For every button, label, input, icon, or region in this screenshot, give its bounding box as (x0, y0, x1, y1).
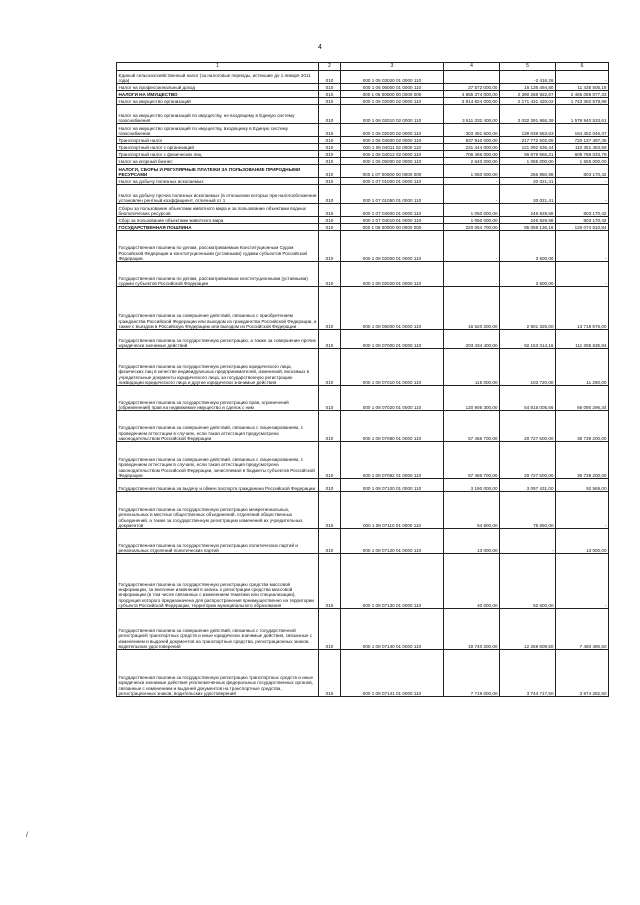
row-executed: 3 097 431,00 (500, 479, 556, 492)
row-name: Налог на имущество организаций по имуществу, не входящему в Единую систему газоснабжения (117, 105, 319, 124)
row-executed: 20 021,41 (500, 185, 556, 204)
table-row (117, 262, 609, 287)
table-row (117, 91, 609, 98)
row-kbk: 000 1 06 02010 02 0000 110 (341, 105, 444, 124)
row-name: Сборы за пользование объектами животного мира и за пользование объектами водных биологических ресурсов (117, 204, 319, 217)
row-kbk: 000 1 08 07100 01 0000 110 (341, 479, 444, 492)
row-kbk: 000 1 08 07110 01 0000 110 (341, 492, 444, 529)
row-code: 010 (319, 158, 341, 165)
row-kbk: 000 1 06 02020 02 0000 110 (341, 124, 444, 137)
row-code: 010 (319, 386, 341, 411)
row-executed: 3 744 717,50 (500, 650, 556, 697)
row-executed: 3 500,00 (500, 231, 556, 262)
row-kbk: 000 1 06 04012 02 0000 110 (341, 151, 444, 158)
row-name: Налог на добычу полезных ископаемых (117, 178, 319, 185)
row-approved: 220 054 700,00 (444, 224, 500, 231)
table-row (117, 158, 609, 165)
row-approved: - (444, 178, 500, 185)
row-remaining: 92 569,00 (556, 479, 609, 492)
row-executed: 95 058 136,16 (500, 224, 556, 231)
row-remaining: - (556, 185, 609, 204)
row-code: 010 (319, 529, 341, 554)
column-header: 3 (341, 63, 444, 71)
row-executed: 20 021,41 (500, 178, 556, 185)
table-row (117, 151, 609, 158)
row-name: Государственная пошлина по делам, рассматриваемым Конституционным Судом Российской Федерации и конституционными (уставными) судами субъектов Российской Федерации (117, 231, 319, 262)
row-remaining: 13 718 975,00 (556, 287, 609, 330)
column-header: 2 (319, 63, 341, 71)
row-name: Государственная пошлина за государственную регистрацию юридического лица, физических лиц в качестве индивидуальных предпринимателей, изменений, вносимых в учредительные документы юридического лица, за государственную регистрацию ликвидации юридического лица и другие юридически значимые действия (117, 349, 319, 386)
row-code: 010 (319, 178, 341, 185)
row-approved: 16 620 300,00 (444, 287, 500, 330)
row-name: Налог на профессиональный доход (117, 84, 319, 91)
row-executed: - (500, 529, 556, 554)
row-executed: 20 727 500,00 (500, 411, 556, 442)
row-kbk: 000 1 05 03020 01 0000 110 (341, 71, 444, 84)
table-row (117, 231, 609, 262)
row-approved: 1 050 000,00 (444, 204, 500, 217)
page-number: 4 (318, 44, 322, 51)
row-kbk: 000 1 06 00000 00 0000 000 (341, 91, 444, 98)
row-remaining: 125 074 610,84 (556, 224, 609, 231)
row-name: Государственная пошлина по делам, рассматриваемым конституционными (уставными) судами субъектов Российской Федерации (117, 262, 319, 287)
row-kbk: 000 1 05 06000 01 0000 110 (341, 84, 444, 91)
row-approved: 937 910 000,00 (444, 137, 500, 144)
column-header: 1 (117, 63, 319, 71)
row-code: 010 (319, 650, 341, 697)
table-row (117, 185, 609, 204)
row-name: Государственная пошлина за государственную регистрацию политических партий и региональных отделений политических партий (117, 529, 319, 554)
row-name: Государственная пошлина за государственную регистрацию транспортных средств и иные юридически значимые действия уполномоченных федеральных государственных органов, связанные с изменением и выдачей документов на транспортные средства, регистрационных знаков, водительских удостоверений (117, 650, 319, 697)
row-executed: 3 500,00 (500, 262, 556, 287)
row-code: 010 (319, 84, 341, 91)
row-name: Налог на имущество организаций (117, 98, 319, 105)
table-row (117, 287, 609, 330)
row-approved: 115 000,00 (444, 349, 500, 386)
row-kbk: 000 1 06 05000 02 0000 110 (341, 158, 444, 165)
row-code: 010 (319, 411, 341, 442)
row-executed: 12 259 809,50 (500, 609, 556, 650)
row-kbk: 000 1 08 02000 01 0000 110 (341, 231, 444, 262)
table-row (117, 330, 609, 349)
row-approved: 27 572 000,00 (444, 84, 500, 91)
row-code: 010 (319, 224, 341, 231)
column-header: 6 (556, 63, 609, 71)
row-name: НАЛОГИ НА ИМУЩЕСТВО (117, 91, 319, 98)
table-row (117, 71, 609, 84)
table-row (117, 178, 609, 185)
table-row (117, 411, 609, 442)
row-name: Государственная пошлина за совершение действий, связанных с лицензированием, с проведением аттестации в случаях, если такая аттестация предусмотрена законодательством Российской Федерации (117, 411, 319, 442)
row-executed: 2 390 288 922,67 (500, 91, 556, 98)
row-kbk: 000 1 08 07010 01 0000 110 (341, 349, 444, 386)
row-approved: 706 466 000,00 (444, 151, 500, 158)
row-code: 010 (319, 124, 341, 137)
row-approved: 120 905 300,00 (444, 386, 500, 411)
table-row (117, 554, 609, 609)
row-approved: 203 434 400,00 (444, 330, 500, 349)
budget-report-table (116, 62, 609, 697)
row-remaining: - (556, 231, 609, 262)
row-name: Государственная пошлина за государственную регистрацию прав, ограничений (обременений) прав на недвижимое имущество и сделок с ним (117, 386, 319, 411)
row-approved (444, 71, 500, 84)
row-approved: 54 800,00 (444, 492, 500, 529)
row-remaining: - (556, 178, 609, 185)
stray-mark: / (26, 832, 28, 839)
row-kbk: 000 1 08 07130 01 0000 110 (341, 554, 444, 609)
row-approved: 1 050 000,00 (444, 165, 500, 178)
row-executed: 217 772 502,65 (500, 137, 556, 144)
row-remaining: 164 452 046,37 (556, 124, 609, 137)
row-approved: 57 466 700,00 (444, 411, 500, 442)
table-row (117, 165, 609, 178)
row-executed: 121 092 536,44 (500, 144, 556, 151)
row-code: 010 (319, 442, 341, 479)
row-name: Государственная пошлина за совершение действий, связанных с государственной регистрацией транспортных средств и иные юридически значимые действия, связанные с изменением и выдачей документов на транспортные средства, регистрационных знаков, водительских удостоверений (117, 609, 319, 650)
row-code: 010 (319, 105, 341, 124)
row-remaining: 2 465 085 077,33 (556, 91, 609, 98)
row-executed: 20 727 500,00 (500, 442, 556, 479)
row-remaining: 13 000,00 (556, 529, 609, 554)
row-executed: 2 901 325,00 (500, 287, 556, 330)
row-remaining: 609 786 033,79 (556, 151, 609, 158)
row-kbk: 000 1 08 07080 01 0000 110 (341, 411, 444, 442)
row-name: Налог на игорный бизнес (117, 158, 319, 165)
row-kbk: 000 1 06 04011 02 0000 110 (341, 144, 444, 151)
row-kbk: 000 1 07 04010 01 0000 110 (341, 217, 444, 224)
table-row (117, 224, 609, 231)
row-name: Единый сельскохозяйственный налог (за налоговые периоды, истекшие до 1 января 2011 года) (117, 71, 319, 84)
row-remaining: 803 170,42 (556, 165, 609, 178)
row-name: Государственная пошлина за совершение действий, связанных с приобретением гражданства Российской Федерации или выходом из гражданства Российской Федерации, а также с въездом в Российскую Федерацию или выездом из Российской Федерации (117, 287, 319, 330)
row-kbk: 000 1 08 07140 01 0000 110 (341, 609, 444, 650)
row-approved: 231 444 000,00 (444, 144, 500, 151)
row-name: НАЛОГИ, СБОРЫ И РЕГУЛЯРНЫЕ ПЛАТЕЖИ ЗА ПОЛЬЗОВАНИЕ ПРИРОДНЫМИ РЕСУРСАМИ (117, 165, 319, 178)
row-name: Государственная пошлина за государственную регистрацию средства массовой информации, за внесение изменений в запись о регистрации средства массовой информации (в том числе связанных с изменением тематики или специализации), продукция которого предназначена для распространения преимущественно на территории субъекта Российской Федерации, территории муниципального образования (117, 554, 319, 609)
row-kbk: 000 1 08 02020 01 0000 110 (341, 262, 444, 287)
row-executed: 2 032 391 866,39 (500, 105, 556, 124)
row-kbk: 000 1 08 07141 01 0000 110 (341, 650, 444, 697)
row-executed: 2 171 431 420,02 (500, 98, 556, 105)
table-row (117, 204, 609, 217)
row-executed: 16 136 494,80 (500, 84, 556, 91)
table-row (117, 98, 609, 105)
row-remaining: - (556, 71, 609, 84)
row-remaining: 111 355 635,84 (556, 330, 609, 349)
row-code: 010 (319, 185, 341, 204)
row-code: 010 (319, 204, 341, 217)
row-kbk: 000 1 07 01000 01 0000 110 (341, 178, 444, 185)
row-approved: 13 000,00 (444, 529, 500, 554)
table-row (117, 144, 609, 151)
row-code: 010 (319, 554, 341, 609)
row-kbk: 000 1 06 04000 02 0000 110 (341, 137, 444, 144)
table-body (117, 71, 609, 697)
row-executed: 92 153 314,16 (500, 330, 556, 349)
row-approved: 4 855 374 000,00 (444, 91, 500, 98)
table-row (117, 137, 609, 144)
row-code: 010 (319, 144, 341, 151)
row-approved: 3 611 332 400,00 (444, 105, 500, 124)
row-remaining: 1 743 392 579,98 (556, 98, 609, 105)
row-remaining: - (556, 554, 609, 609)
table-row (117, 529, 609, 554)
row-name: Налог на добычу прочих полезных ископаемых (в отношении которых при налогообложении установлен рентный коэффициент, отличный от 1 (117, 185, 319, 204)
row-name: ГОСУДАРСТВЕННАЯ ПОШЛИНА (117, 224, 319, 231)
row-code: 010 (319, 165, 341, 178)
table-row (117, 217, 609, 224)
row-approved: - (444, 185, 500, 204)
row-approved: 303 491 600,00 (444, 124, 500, 137)
row-code: 010 (319, 262, 341, 287)
column-header: 5 (500, 63, 556, 71)
row-name: Транспортный налог с физических лиц (117, 151, 319, 158)
row-kbk: 000 1 08 07082 01 0000 110 (341, 442, 444, 479)
row-executed: 1 085 000,00 (500, 158, 556, 165)
row-approved: 57 466 700,00 (444, 442, 500, 479)
row-remaining: 36 739 200,00 (556, 442, 609, 479)
row-remaining: 36 739 200,00 (556, 411, 609, 442)
row-name: Государственная пошлина за совершение действий, связанных с лицензированием, с проведением аттестации в случаях, если такая аттестация предусмотрена законодательством Российской Федерации, зачисляемая в бюджеты субъектов Российской Федерации (117, 442, 319, 479)
row-name: Транспортный налог (117, 137, 319, 144)
row-approved: - (444, 262, 500, 287)
row-name: Государственная пошлина за государственную регистрацию, а также за совершение прочих юридически значимых действий (117, 330, 319, 349)
table-row (117, 650, 609, 697)
row-executed: 266 850,98 (500, 165, 556, 178)
row-executed: 139 039 553,63 (500, 124, 556, 137)
row-code: 010 (319, 479, 341, 492)
table-row (117, 492, 609, 529)
row-code: 010 (319, 151, 341, 158)
row-name: Сбор за пользование объектами животного мира (117, 217, 319, 224)
row-executed: 75 650,00 (500, 492, 556, 529)
row-name: Государственная пошлина за выдачу и обмен паспорта гражданина Российской Федерации (117, 479, 319, 492)
row-kbk: 000 1 07 04000 01 0000 110 (341, 204, 444, 217)
row-remaining: 3 974 282,50 (556, 650, 609, 697)
row-remaining: 7 480 490,50 (556, 609, 609, 650)
row-executed: 54 815 005,66 (500, 386, 556, 411)
row-approved: 3 190 000,00 (444, 479, 500, 492)
row-code: 010 (319, 91, 341, 98)
row-code: 010 (319, 349, 341, 386)
row-kbk: 000 1 08 07020 01 0000 110 (341, 386, 444, 411)
row-remaining: 803 170,42 (556, 204, 609, 217)
row-kbk: 000 1 08 07000 01 0000 110 (341, 330, 444, 349)
row-code: 010 (319, 98, 341, 105)
row-kbk: 000 1 07 00000 00 0000 000 (341, 165, 444, 178)
row-approved: 2 640 000,00 (444, 158, 500, 165)
table-row (117, 84, 609, 91)
table-row (117, 386, 609, 411)
row-approved: 3 914 824 000,00 (444, 98, 500, 105)
row-code: 010 (319, 492, 341, 529)
row-executed: 246 829,58 (500, 204, 556, 217)
row-approved: 7 719 000,00 (444, 650, 500, 697)
row-executed: 96 679 966,21 (500, 151, 556, 158)
row-kbk: 000 1 08 07120 01 0000 110 (341, 529, 444, 554)
table-row (117, 124, 609, 137)
row-approved: 19 740 300,00 (444, 609, 500, 650)
row-remaining: 66 090 296,34 (556, 386, 609, 411)
row-kbk: 000 1 07 01080 01 0000 110 (341, 185, 444, 204)
row-approved: 40 000,00 (444, 554, 500, 609)
row-code: 010 (319, 231, 341, 262)
row-remaining: 1 578 940 533,61 (556, 105, 609, 124)
row-executed: -2 416,26 (500, 71, 556, 84)
row-approved: - (444, 231, 500, 262)
table-row (117, 442, 609, 479)
row-executed: 52 600,00 (500, 554, 556, 609)
row-remaining: 803 170,42 (556, 217, 609, 224)
table-header-row (117, 63, 609, 71)
table-row (117, 479, 609, 492)
row-code: 010 (319, 609, 341, 650)
table-row (117, 609, 609, 650)
row-name: Транспортный налог с организаций (117, 144, 319, 151)
row-remaining: 1 555 000,00 (556, 158, 609, 165)
row-kbk: 000 1 08 00000 00 0000 000 (341, 224, 444, 231)
row-name: Государственная пошлина за государственную регистрацию межрегиональных, региональных и местных общественных объединений, отделений общественных объединений, а также за государственную регистрацию изменений их учредительных документов (117, 492, 319, 529)
row-code: 010 (319, 330, 341, 349)
row-remaining: 110 351 463,56 (556, 144, 609, 151)
row-remaining: 720 137 497,35 (556, 137, 609, 144)
row-remaining: 11 280,00 (556, 349, 609, 386)
row-executed: 246 829,58 (500, 217, 556, 224)
column-header: 4 (444, 63, 500, 71)
row-code: 010 (319, 217, 341, 224)
row-approved: 1 050 000,00 (444, 217, 500, 224)
row-name: Налог на имущество организаций по имуществу, входящему в Единую систему газоснабжения (117, 124, 319, 137)
row-remaining: - (556, 262, 609, 287)
row-code: 010 (319, 287, 341, 330)
row-remaining: - (556, 492, 609, 529)
row-kbk: 000 1 06 02000 02 0000 110 (341, 98, 444, 105)
row-code: 010 (319, 137, 341, 144)
row-remaining: 11 435 505,19 (556, 84, 609, 91)
row-kbk: 000 1 08 06000 01 0000 110 (341, 287, 444, 330)
row-executed: 103 720,00 (500, 349, 556, 386)
table-row (117, 105, 609, 124)
row-code: 010 (319, 71, 341, 84)
table-row (117, 349, 609, 386)
